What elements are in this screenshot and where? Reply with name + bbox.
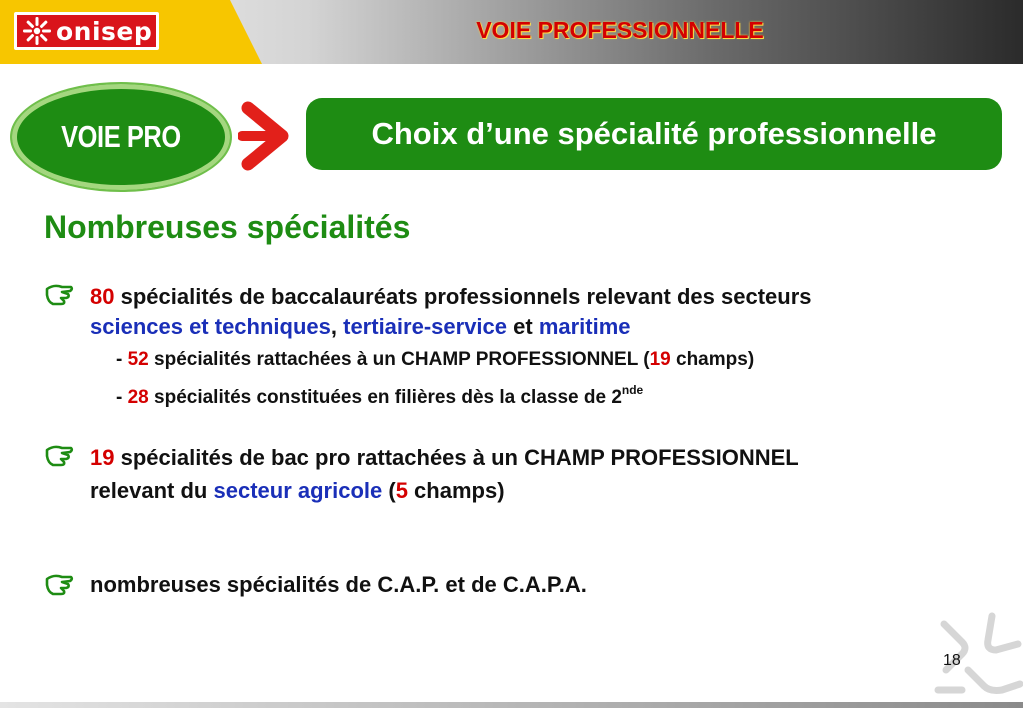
sub-bullet-2 — [116, 383, 643, 409]
page-number: 18 — [943, 652, 961, 669]
dash: - — [116, 349, 128, 370]
section-title: Nombreuses spécialités — [44, 209, 411, 245]
sub-bullet-1 — [116, 349, 754, 371]
page-title: VOIE PROFESSIONNELLE — [476, 17, 764, 43]
bullet-1-text: spécialités de baccalauréats professionnels relevant des secteurs — [114, 284, 812, 309]
bullet-2-text-3: ( — [382, 478, 396, 503]
onisep-logo-icon — [21, 15, 53, 47]
sector-agricole: secteur agricole — [213, 478, 383, 503]
hand-pointing-icon — [44, 571, 74, 601]
topic-banner — [306, 98, 1002, 170]
superscript: nde — [621, 383, 644, 397]
bullet-2-count-2: 5 — [395, 478, 408, 503]
bullet-3-line-1 — [90, 572, 587, 598]
sector-tertiaire: tertiaire-service — [343, 314, 508, 339]
bullet-1-count: 80 — [90, 284, 115, 309]
header-band — [0, 0, 1023, 64]
separator: et — [507, 314, 539, 339]
bullet-2-line-2 — [90, 478, 505, 504]
bottom-rule — [0, 702, 1023, 708]
bullet-1-line-2 — [90, 314, 631, 340]
bullet-2-text-2: relevant du — [90, 478, 214, 503]
chevron-right-icon — [238, 100, 294, 172]
bullet-2-text-4: champs) — [407, 478, 505, 503]
sub-1-text-2: champs) — [670, 349, 755, 370]
bullet-3-text: nombreuses spécialités de C.A.P. et de C.A.P.A. — [90, 572, 587, 597]
bullet-2-line-1 — [90, 445, 799, 471]
bullet-1-line-1 — [90, 284, 812, 310]
sector-sciences: sciences et techniques — [90, 314, 331, 339]
bullet-2-count: 19 — [90, 445, 115, 470]
bullet-2-text: spécialités de bac pro rattachées à un CHAMP PROFESSIONNEL — [114, 445, 799, 470]
hand-pointing-icon — [44, 281, 74, 311]
onisep-logo — [14, 12, 159, 50]
voie-pro-label: VOIE PRO — [61, 119, 181, 154]
dash: - — [116, 387, 128, 408]
separator: , — [330, 314, 344, 339]
sub-1-text: spécialités rattachées à un CHAMP PROFESSIONNEL ( — [148, 349, 650, 370]
sub-1-count-2: 19 — [649, 349, 671, 370]
sub-2-text: spécialités constituées en filières dès la classe de 2 — [148, 387, 622, 408]
sub-2-count: 28 — [127, 387, 149, 408]
sub-1-count: 52 — [127, 349, 149, 370]
logo-text: onisep — [56, 16, 153, 46]
topic-banner-label: Choix d’une spécialité professionnelle — [371, 116, 937, 151]
voie-pro-badge — [12, 84, 230, 190]
sector-maritime: maritime — [538, 314, 631, 339]
hand-pointing-icon — [44, 442, 74, 472]
